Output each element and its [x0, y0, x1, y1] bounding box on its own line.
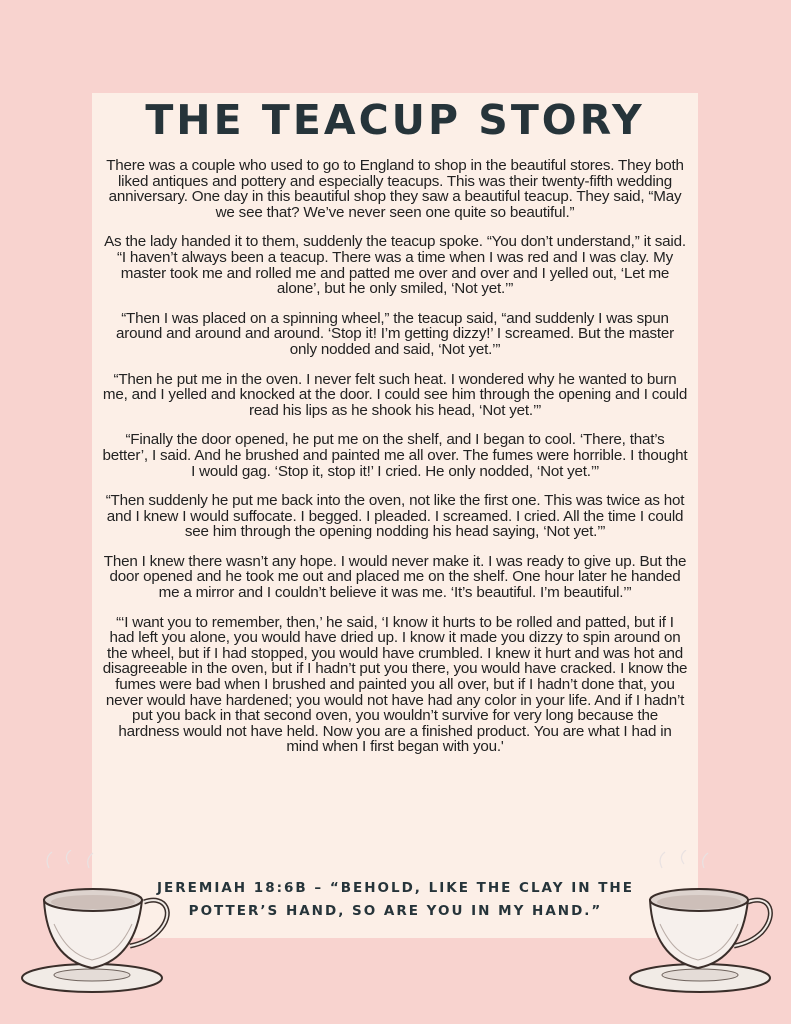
- teacup-illustration-icon: [612, 850, 777, 1005]
- story-paragraph: “Then I was placed on a spinning wheel,” the teacup said, “and suddenly I was spun around and around and around. ‘Stop it! I’m getting dizzy!’ I screamed. But the master only nodded and said, ‘Not yet.’”: [116, 309, 674, 358]
- page-title: THE TEACUP STORY: [145, 96, 645, 144]
- story-paragraph: “‘I want you to remember, then,’ he said, ‘I know it hurts to be rolled and patted, but if I had left you alone, you would have dried up. I know it made you dizzy to spin around on the wheel, but if I had stopped, you would have crumbled. I knew it hurt and was hot and disagreeable in the oven, but if I hadn’t put you there, you would have cracked. I know the fumes were bad when I brushed and painted you all over, but if I hadn’t done that, you never would have hardened; you would not have had any color in your life. And if I hadn’t put you back in that second oven, you wouldn’t survive for very long because the hardness would not have held. Now you are a finished product. You are what I had in mind when I first began with you.': [102, 613, 688, 756]
- story-paragraph: “Then suddenly he put me back into the oven, not like the first one. This was twice as hot and I knew I would suffocate. I begged. I pleaded. I screamed. I cried. All the time I could see him through the opening nodding his head saying, ‘Not yet.’”: [105, 492, 685, 541]
- story-paragraph: “Finally the door opened, he put me on the shelf, and I began to cool. ‘There, that’s better’, I said. And he brushed and painted me all over. The fumes were horrible. I thought I would gag. ‘Stop it, stop it!’ I cried. He only nodded, ‘Not yet.’”: [102, 431, 688, 480]
- story-body: [102, 158, 688, 769]
- story-paragraph: Then I knew there wasn’t any hope. I would never make it. I was ready to give up. But the door opened and he took me out and placed me on the shelf. One hour later he handed me a mirror and I couldn’t believe it was me. ‘It’s beautiful. I’m beautiful.’”: [103, 552, 687, 602]
- story-paragraph: As the lady handed it to them, suddenly the teacup spoke. “You don’t understand,” it said. “I haven’t always been a teacup. There was a time when I was red and I was clay. My master took me and rolled me and patted me over and over and I yelled out, ‘Let me alone’, but he only smiled, ‘Not yet.’”: [104, 233, 686, 298]
- scripture-verse: JEREMIAH 18:6B – “BEHOLD, LIKE THE CLAY IN THE POTTER’S HAND, SO ARE YOU IN MY HAND.”: [157, 880, 634, 919]
- teacup-illustration-icon: [14, 850, 179, 1005]
- story-paragraph: There was a couple who used to go to England to shop in the beautiful stores. They both liked antiques and pottery and especially teacups. This was their twenty-fifth wedding anniversary. One day in this beautiful shop they saw a beautiful teacup. They said, “May we see that? We’ve never seen one quite so beautiful.”: [106, 157, 684, 221]
- story-paragraph: “Then he put me in the oven. I never felt such heat. I wondered why he wanted to burn me, and I yelled and knocked at the door. I could see him through the opening and I could read his lips as he shook his head, ‘Not yet.’”: [102, 370, 688, 419]
